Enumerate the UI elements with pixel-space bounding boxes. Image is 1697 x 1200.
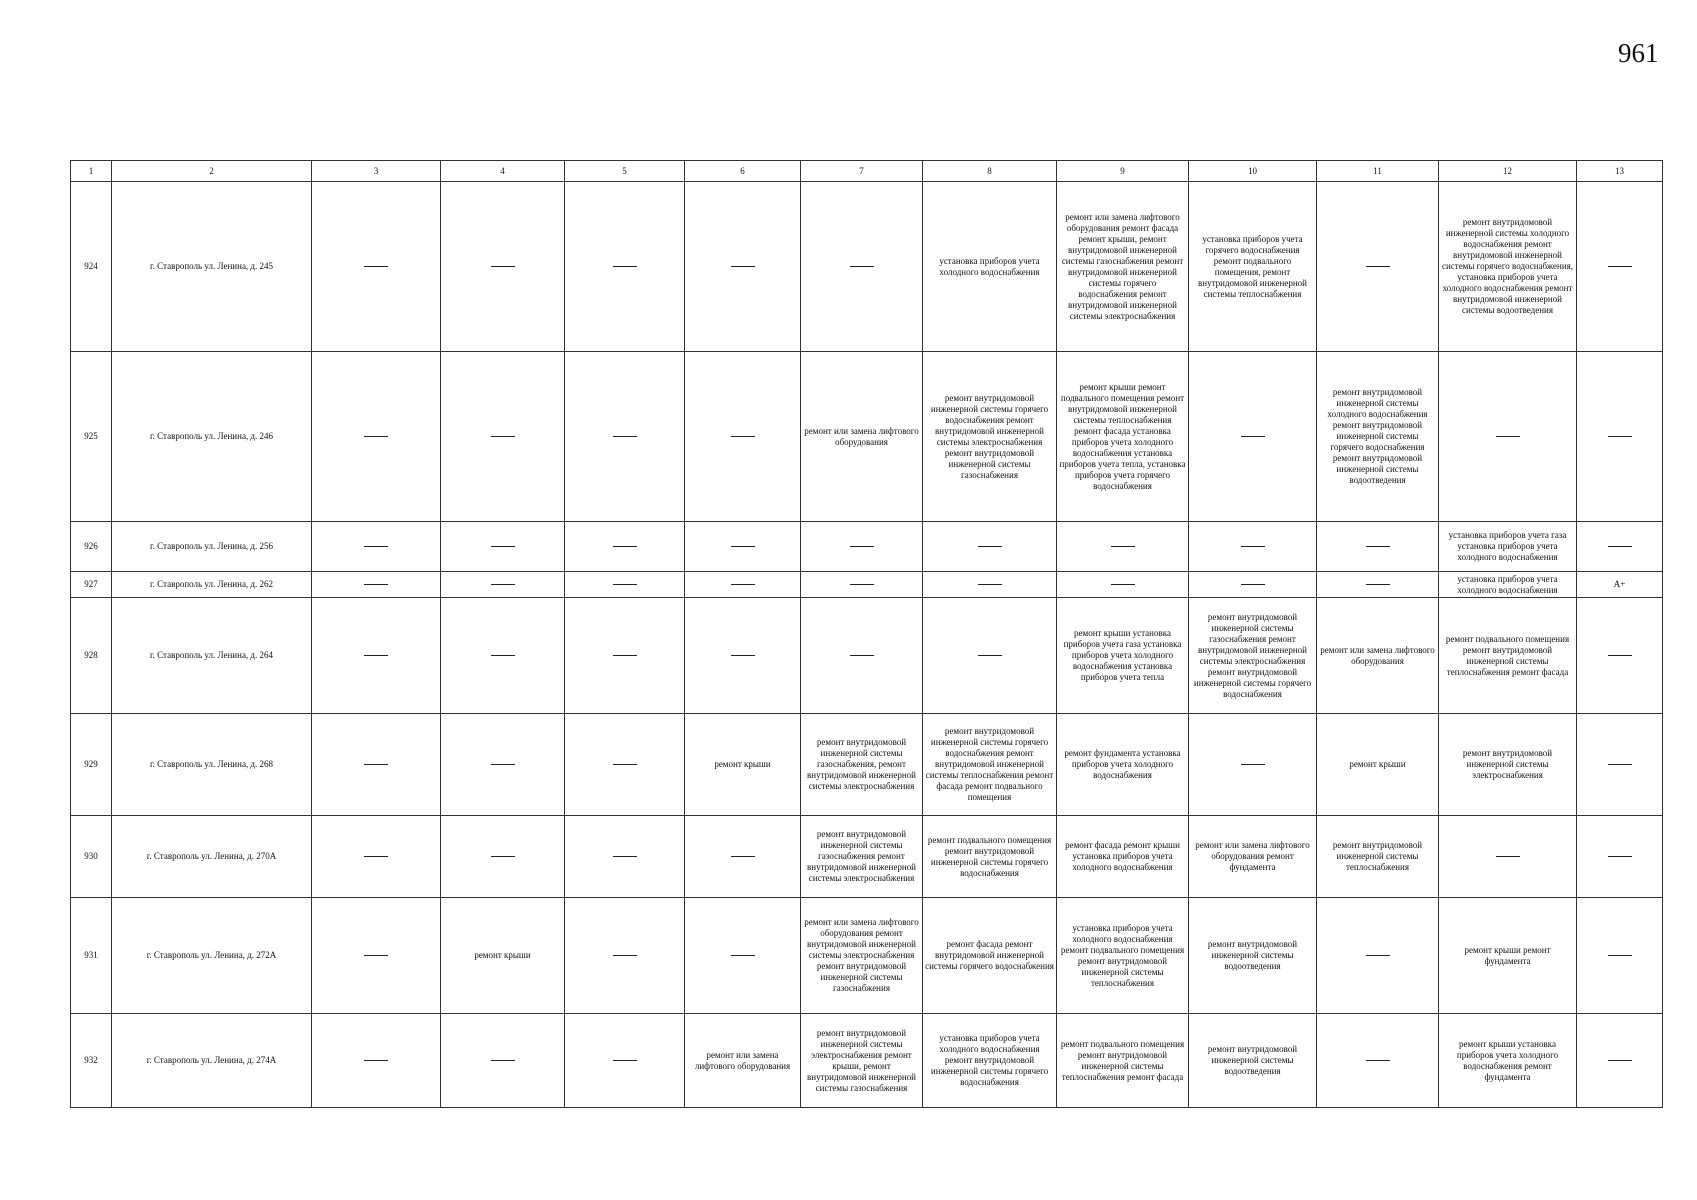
work-cell-5 bbox=[565, 522, 685, 572]
dash-mark bbox=[364, 546, 388, 547]
dash-mark bbox=[731, 584, 755, 585]
dash-mark bbox=[1366, 955, 1390, 956]
dash-mark bbox=[613, 1060, 637, 1061]
table-row bbox=[71, 714, 1663, 816]
work-cell-3 bbox=[312, 714, 441, 816]
work-cell-12: ремонт внутридомовой инженерной системы электроснабжения bbox=[1439, 714, 1577, 816]
dash-mark bbox=[850, 655, 874, 656]
work-cell-4 bbox=[441, 816, 565, 898]
work-cell-9: ремонт фасада ремонт крыши установка приборов учета холодного водоснабжения bbox=[1057, 816, 1189, 898]
work-cell-9: ремонт подвального помещения ремонт внутридомовой инженерной системы теплоснабжения ремонт фасада bbox=[1057, 1014, 1189, 1108]
dash-mark bbox=[613, 655, 637, 656]
address-cell: г. Ставрополь ул. Ленина, д. 245 bbox=[112, 182, 312, 352]
work-cell-13 bbox=[1577, 598, 1663, 714]
work-cell-13 bbox=[1577, 352, 1663, 522]
work-cell-9: установка приборов учета холодного водоснабжения ремонт подвального помещения ремонт внутридомовой инженерной системы теплоснабжения bbox=[1057, 898, 1189, 1014]
row-number: 926 bbox=[71, 522, 112, 572]
dash-mark bbox=[491, 655, 515, 656]
dash-mark bbox=[491, 856, 515, 857]
dash-mark bbox=[1111, 584, 1135, 585]
work-cell-12 bbox=[1439, 352, 1577, 522]
dash-mark bbox=[978, 655, 1002, 656]
work-cell-9: ремонт фундамента установка приборов учета холодного водоснабжения bbox=[1057, 714, 1189, 816]
work-cell-4 bbox=[441, 598, 565, 714]
work-cell-12: ремонт крыши ремонт фундамента bbox=[1439, 898, 1577, 1014]
column-number: 5 bbox=[565, 161, 685, 182]
work-cell-10: ремонт внутридомовой инженерной системы газоснабжения ремонт внутридомовой инженерной системы электроснабжения ремонт внутридомовой инженерной системы горячего водоснабжения bbox=[1189, 598, 1317, 714]
dash-mark bbox=[731, 655, 755, 656]
dash-mark bbox=[364, 584, 388, 585]
address-cell: г. Ставрополь ул. Ленина, д. 268 bbox=[112, 714, 312, 816]
dash-mark bbox=[364, 1060, 388, 1061]
dash-mark bbox=[1496, 856, 1520, 857]
work-cell-11: ремонт крыши bbox=[1317, 714, 1439, 816]
work-cell-10: ремонт или замена лифтового оборудования ремонт фундамента bbox=[1189, 816, 1317, 898]
work-cell-11 bbox=[1317, 572, 1439, 598]
work-cell-7: ремонт внутридомовой инженерной системы газоснабжения ремонт внутридомовой инженерной системы электроснабжения bbox=[801, 816, 923, 898]
work-cell-10: ремонт внутридомовой инженерной системы водоотведения bbox=[1189, 898, 1317, 1014]
work-cell-9: ремонт крыши ремонт подвального помещения ремонт внутридомовой инженерной системы теплоснабжения ремонт фасада установка приборов учета холодного водоснабжения установка приборов учета тепла, установка приборов учета горячего водоснабжения bbox=[1057, 352, 1189, 522]
work-cell-8 bbox=[923, 572, 1057, 598]
work-cell-5 bbox=[565, 714, 685, 816]
column-number: 7 bbox=[801, 161, 923, 182]
work-cell-11: ремонт или замена лифтового оборудования bbox=[1317, 598, 1439, 714]
work-cell-13 bbox=[1577, 816, 1663, 898]
work-cell-13 bbox=[1577, 898, 1663, 1014]
work-cell-3 bbox=[312, 352, 441, 522]
work-cell-5 bbox=[565, 182, 685, 352]
dash-mark bbox=[364, 764, 388, 765]
work-cell-7 bbox=[801, 598, 923, 714]
work-cell-8 bbox=[923, 522, 1057, 572]
work-cell-9: ремонт или замена лифтового оборудования ремонт фасада ремонт крыши, ремонт внутридомовой инженерной системы газоснабжения ремонт внутридомовой инженерной системы горячего водоснабжения ремонт внутридомовой инженерной системы электроснабжения bbox=[1057, 182, 1189, 352]
dash-mark bbox=[613, 955, 637, 956]
work-cell-7: ремонт внутридомовой инженерной системы газоснабжения, ремонт внутридомовой инженерной системы электроснабжения bbox=[801, 714, 923, 816]
dash-mark bbox=[731, 856, 755, 857]
dash-mark bbox=[1366, 1060, 1390, 1061]
dash-mark bbox=[1608, 955, 1632, 956]
work-cell-10: ремонт внутридомовой инженерной системы водоотведения bbox=[1189, 1014, 1317, 1108]
work-cell-8: ремонт фасада ремонт внутридомовой инженерной системы горячего водоснабжения bbox=[923, 898, 1057, 1014]
work-cell-6: ремонт крыши bbox=[685, 714, 801, 816]
address-cell: г. Ставрополь ул. Ленина, д. 262 bbox=[112, 572, 312, 598]
work-cell-9 bbox=[1057, 522, 1189, 572]
work-cell-4 bbox=[441, 1014, 565, 1108]
dash-mark bbox=[613, 546, 637, 547]
work-cell-3 bbox=[312, 1014, 441, 1108]
work-cell-6: ремонт или замена лифтового оборудования bbox=[685, 1014, 801, 1108]
work-cell-4 bbox=[441, 522, 565, 572]
work-cell-11 bbox=[1317, 898, 1439, 1014]
work-cell-8: установка приборов учета холодного водоснабжения ремонт внутридомовой инженерной системы горячего водоснабжения bbox=[923, 1014, 1057, 1108]
dash-mark bbox=[850, 584, 874, 585]
dash-mark bbox=[1608, 856, 1632, 857]
work-cell-13 bbox=[1577, 522, 1663, 572]
row-number: 928 bbox=[71, 598, 112, 714]
work-cell-3 bbox=[312, 816, 441, 898]
dash-mark bbox=[1608, 1060, 1632, 1061]
column-number: 2 bbox=[112, 161, 312, 182]
address-cell: г. Ставрополь ул. Ленина, д. 272А bbox=[112, 898, 312, 1014]
row-number: 931 bbox=[71, 898, 112, 1014]
dash-mark bbox=[613, 856, 637, 857]
work-cell-3 bbox=[312, 522, 441, 572]
work-cell-7 bbox=[801, 182, 923, 352]
column-numbers-row bbox=[71, 161, 1663, 182]
table-row bbox=[71, 352, 1663, 522]
table-row bbox=[71, 572, 1663, 598]
row-number: 925 bbox=[71, 352, 112, 522]
dash-mark bbox=[731, 955, 755, 956]
table-row bbox=[71, 1014, 1663, 1108]
work-cell-10 bbox=[1189, 522, 1317, 572]
table-row bbox=[71, 898, 1663, 1014]
table-row bbox=[71, 182, 1663, 352]
dash-mark bbox=[1608, 266, 1632, 267]
row-number: 932 bbox=[71, 1014, 112, 1108]
dash-mark bbox=[1241, 436, 1265, 437]
row-number: 930 bbox=[71, 816, 112, 898]
dash-mark bbox=[613, 764, 637, 765]
dash-mark bbox=[364, 655, 388, 656]
work-cell-8: ремонт внутридомовой инженерной системы горячего водоснабжения ремонт внутридомовой инженерной системы электроснабжения ремонт внутридомовой инженерной системы газоснабжения bbox=[923, 352, 1057, 522]
dash-mark bbox=[364, 856, 388, 857]
work-cell-5 bbox=[565, 352, 685, 522]
dash-mark bbox=[1608, 436, 1632, 437]
work-cell-6 bbox=[685, 816, 801, 898]
work-cell-13 bbox=[1577, 1014, 1663, 1108]
dash-mark bbox=[731, 266, 755, 267]
work-cell-4: ремонт крыши bbox=[441, 898, 565, 1014]
work-cell-7 bbox=[801, 572, 923, 598]
dash-mark bbox=[850, 546, 874, 547]
work-cell-6 bbox=[685, 572, 801, 598]
work-cell-6 bbox=[685, 182, 801, 352]
work-cell-5 bbox=[565, 598, 685, 714]
work-cell-4 bbox=[441, 714, 565, 816]
dash-mark bbox=[364, 266, 388, 267]
dash-mark bbox=[731, 436, 755, 437]
dash-mark bbox=[613, 266, 637, 267]
repair-plan-table bbox=[70, 160, 1663, 1108]
column-number: 9 bbox=[1057, 161, 1189, 182]
work-cell-11 bbox=[1317, 182, 1439, 352]
dash-mark bbox=[491, 1060, 515, 1061]
work-cell-13 bbox=[1577, 182, 1663, 352]
work-cell-12: установка приборов учета холодного водоснабжения bbox=[1439, 572, 1577, 598]
dash-mark bbox=[1241, 764, 1265, 765]
dash-mark bbox=[613, 436, 637, 437]
work-cell-9 bbox=[1057, 572, 1189, 598]
work-cell-5 bbox=[565, 1014, 685, 1108]
page-number: 961 bbox=[1618, 38, 1659, 68]
work-cell-4 bbox=[441, 352, 565, 522]
work-cell-12: ремонт подвального помещения ремонт внутридомовой инженерной системы теплоснабжения ремонт фасада bbox=[1439, 598, 1577, 714]
table-row bbox=[71, 598, 1663, 714]
dash-mark bbox=[1366, 266, 1390, 267]
dash-mark bbox=[1608, 546, 1632, 547]
work-cell-11 bbox=[1317, 1014, 1439, 1108]
address-cell: г. Ставрополь ул. Ленина, д. 256 bbox=[112, 522, 312, 572]
work-cell-10 bbox=[1189, 572, 1317, 598]
address-cell: г. Ставрополь ул. Ленина, д. 264 bbox=[112, 598, 312, 714]
work-cell-11: ремонт внутридомовой инженерной системы холодного водоснабжения ремонт внутридомовой инженерной системы горячего водоснабжения ремонт внутридомовой инженерной системы водоотведения bbox=[1317, 352, 1439, 522]
column-number: 4 bbox=[441, 161, 565, 182]
column-number: 13 bbox=[1577, 161, 1663, 182]
work-cell-7: ремонт или замена лифтового оборудования ремонт внутридомовой инженерной системы электроснабжения ремонт внутридомовой инженерной системы газоснабжения bbox=[801, 898, 923, 1014]
work-cell-13 bbox=[1577, 714, 1663, 816]
column-number: 8 bbox=[923, 161, 1057, 182]
work-cell-13: А+ bbox=[1577, 572, 1663, 598]
dash-mark bbox=[491, 764, 515, 765]
dash-mark bbox=[491, 546, 515, 547]
work-cell-3 bbox=[312, 182, 441, 352]
work-cell-12 bbox=[1439, 816, 1577, 898]
table-row bbox=[71, 816, 1663, 898]
dash-mark bbox=[491, 266, 515, 267]
work-cell-6 bbox=[685, 898, 801, 1014]
work-cell-3 bbox=[312, 598, 441, 714]
address-cell: г. Ставрополь ул. Ленина, д. 246 bbox=[112, 352, 312, 522]
dash-mark bbox=[1366, 546, 1390, 547]
work-cell-6 bbox=[685, 598, 801, 714]
dash-mark bbox=[731, 546, 755, 547]
address-cell: г. Ставрополь ул. Ленина, д. 274А bbox=[112, 1014, 312, 1108]
work-cell-7 bbox=[801, 522, 923, 572]
work-cell-10 bbox=[1189, 714, 1317, 816]
work-cell-3 bbox=[312, 572, 441, 598]
table-row bbox=[71, 522, 1663, 572]
column-number: 12 bbox=[1439, 161, 1577, 182]
dash-mark bbox=[1241, 546, 1265, 547]
work-cell-12: ремонт крыши установка приборов учета холодного водоснабжения ремонт фундамента bbox=[1439, 1014, 1577, 1108]
column-number: 6 bbox=[685, 161, 801, 182]
work-cell-9: ремонт крыши установка приборов учета газа установка приборов учета холодного водоснабжения установка приборов учета тепла bbox=[1057, 598, 1189, 714]
work-cell-7: ремонт или замена лифтового оборудования bbox=[801, 352, 923, 522]
dash-mark bbox=[1496, 436, 1520, 437]
work-cell-8: ремонт внутридомовой инженерной системы горячего водоснабжения ремонт внутридомовой инженерной системы теплоснабжения ремонт фасада ремонт подвального помещения bbox=[923, 714, 1057, 816]
dash-mark bbox=[364, 955, 388, 956]
work-cell-3 bbox=[312, 898, 441, 1014]
work-cell-11 bbox=[1317, 522, 1439, 572]
work-cell-11: ремонт внутридомовой инженерной системы теплоснабжения bbox=[1317, 816, 1439, 898]
dash-mark bbox=[491, 584, 515, 585]
dash-mark bbox=[978, 546, 1002, 547]
row-number: 924 bbox=[71, 182, 112, 352]
work-cell-5 bbox=[565, 816, 685, 898]
row-number: 929 bbox=[71, 714, 112, 816]
row-number: 927 bbox=[71, 572, 112, 598]
work-cell-12: ремонт внутридомовой инженерной системы холодного водоснабжения ремонт внутридомовой инженерной системы горячего водоснабжения, установка приборов учета холодного водоснабжения ремонт внутридомовой инженерной системы водоотведения bbox=[1439, 182, 1577, 352]
dash-mark bbox=[613, 584, 637, 585]
work-cell-7: ремонт внутридомовой инженерной системы электроснабжения ремонт крыши, ремонт внутридомовой инженерной системы газоснабжения bbox=[801, 1014, 923, 1108]
dash-mark bbox=[850, 266, 874, 267]
dash-mark bbox=[1608, 764, 1632, 765]
work-cell-10: установка приборов учета горячего водоснабжения ремонт подвального помещения, ремонт внутридомовой инженерной системы теплоснабжения bbox=[1189, 182, 1317, 352]
dash-mark bbox=[491, 436, 515, 437]
work-cell-6 bbox=[685, 522, 801, 572]
column-number: 3 bbox=[312, 161, 441, 182]
dash-mark bbox=[1366, 584, 1390, 585]
work-cell-5 bbox=[565, 572, 685, 598]
work-cell-10 bbox=[1189, 352, 1317, 522]
work-cell-5 bbox=[565, 898, 685, 1014]
work-cell-4 bbox=[441, 572, 565, 598]
work-cell-12: установка приборов учета газа установка приборов учета холодного водоснабжения bbox=[1439, 522, 1577, 572]
work-cell-8: установка приборов учета холодного водоснабжения bbox=[923, 182, 1057, 352]
dash-mark bbox=[1608, 655, 1632, 656]
column-number: 1 bbox=[71, 161, 112, 182]
dash-mark bbox=[1241, 584, 1265, 585]
work-cell-8: ремонт подвального помещения ремонт внутридомовой инженерной системы горячего водоснабжения bbox=[923, 816, 1057, 898]
work-cell-4 bbox=[441, 182, 565, 352]
address-cell: г. Ставрополь ул. Ленина, д. 270А bbox=[112, 816, 312, 898]
work-cell-6 bbox=[685, 352, 801, 522]
dash-mark bbox=[978, 584, 1002, 585]
column-number: 11 bbox=[1317, 161, 1439, 182]
dash-mark bbox=[1111, 546, 1135, 547]
dash-mark bbox=[364, 436, 388, 437]
work-cell-8 bbox=[923, 598, 1057, 714]
column-number: 10 bbox=[1189, 161, 1317, 182]
